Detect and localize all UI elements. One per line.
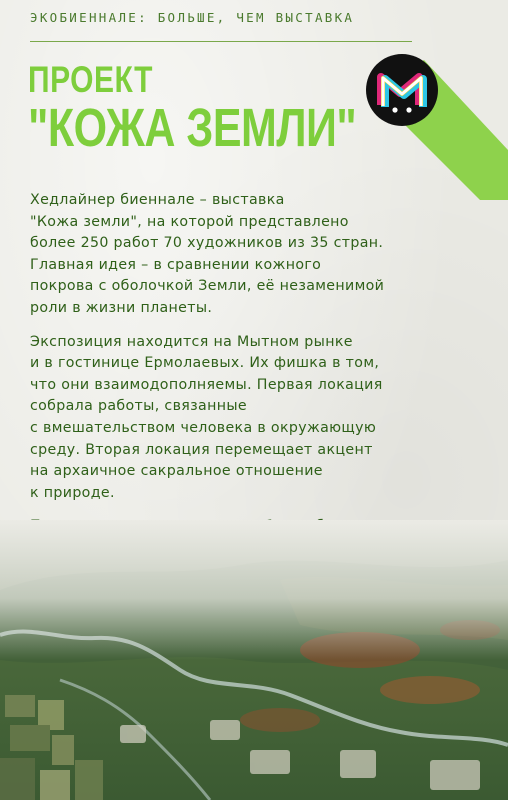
page-title: [28, 59, 357, 159]
article-body: [30, 190, 480, 572]
paragraph-locations: Экспозиция находится на Мытном рынке и в гостинице Ермолаевых. Их фишка в том, что они взаимодополняемы. Первая локация собрала работы, связанные с вмешательством человека в окружающую среду. Вторая локация перемещает акцент на архаичное сакральное отношение к природе.: [30, 333, 383, 501]
m-logo-icon: [350, 40, 508, 200]
title-line-2: "КОЖА ЗЕМЛИ": [28, 98, 357, 159]
title-line-1: ПРОЕКТ: [28, 59, 153, 101]
paragraph-intro: Хедлайнер биеннале – выставка "Кожа земли", на которой представлено более 250 работ 70 художников из 35 стран. Главная идея – в сравнении кожного покрова с оболочкой Земли, её незаменимой роли в жизни планеты.: [30, 192, 385, 316]
brand-logo: [350, 40, 508, 200]
header-kicker: ЭКОБИЕННАЛЕ: БОЛЬШЕ, ЧЕМ ВЫСТАВКА: [30, 10, 355, 25]
aerial-landscape-image: [0, 520, 508, 800]
